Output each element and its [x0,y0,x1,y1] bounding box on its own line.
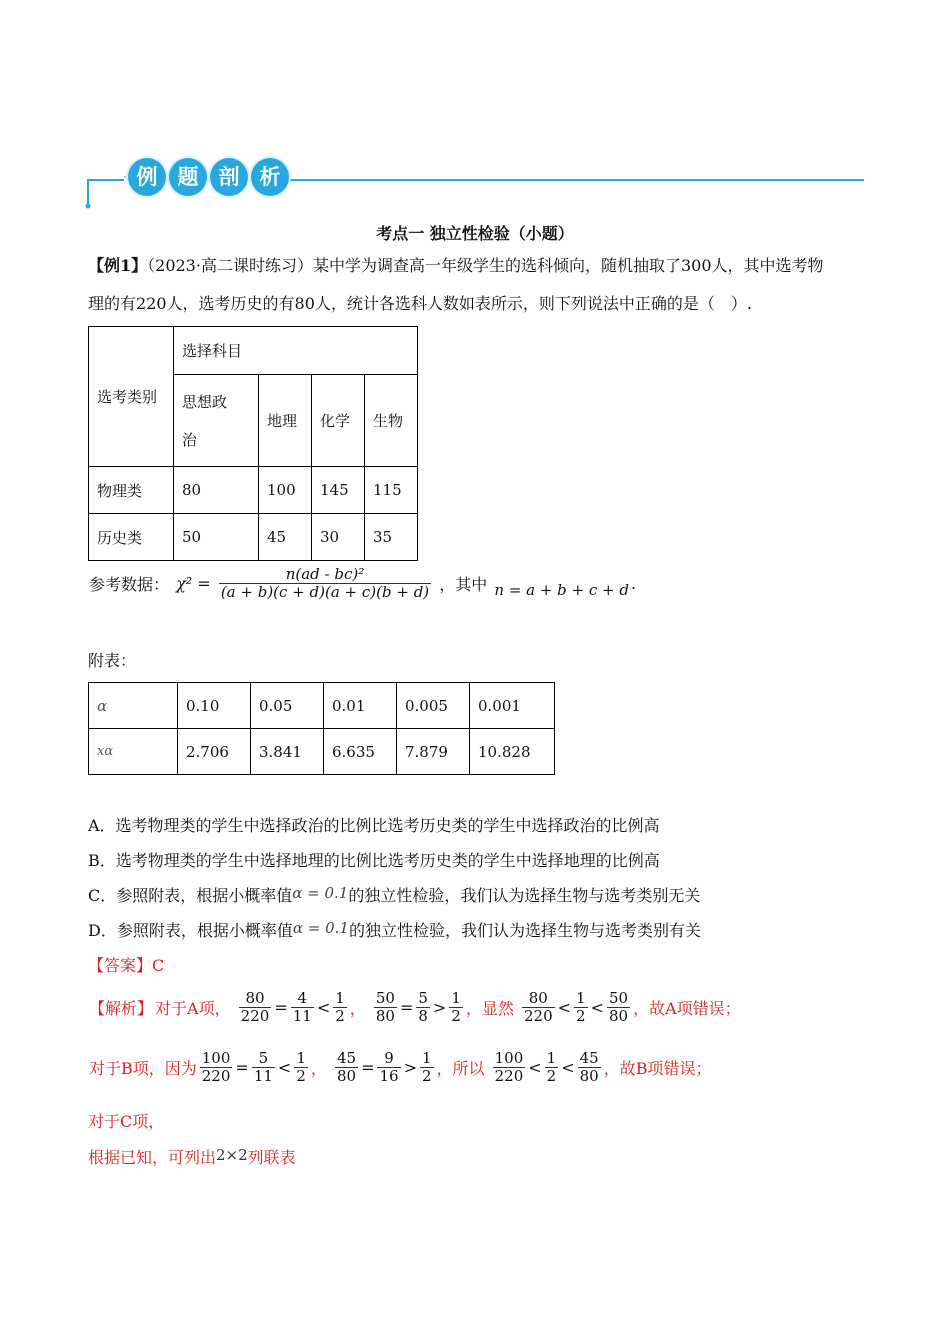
critical-value-table [88,682,555,775]
option-a: A．选考物理类的学生中选择政治的比例比选考历史类的学生中选择政治的比例高 [88,816,660,835]
reference-formula: 参考数据： χ² = $\frac{\text{n(ad - bc)²}}{(a + b)(c + d)(a + c)(b + d)}$ ，其中 n = a + b + c + d . [89,565,637,601]
appendix-label: 附表： [88,651,137,670]
section-title: 考点一 独立性检验（小题） [376,224,574,243]
n-definition: n = a + b + c + d [494,580,629,599]
table-header-chemistry: 化学 [312,375,365,467]
analysis-line-d: 根据已知，可列出2×2列联表 [88,1146,296,1167]
question-text-1: 某中学为调查高一年级学生的选科倾向，随机抽取了300人，其中选考物 [312,256,824,275]
analysis-line-c: 对于C项， [88,1112,165,1131]
answer-line: 【答案】C [88,956,165,975]
question-line-2: 理的有220人，选考历史的有80人，统计各选科人数如表所示，则下列说法中正确的是（ ）. [88,294,752,313]
chi-square-fraction: $\frac{\text{n(ad - bc)²}}{(a + b)(c + d)(a + c)(b + d)}$ [220,565,430,601]
subject-table [88,326,418,561]
banner-char-4: 析 [251,158,289,196]
question-label: 【例1】 [88,256,148,275]
table-header-biology: 生物 [365,375,418,467]
analysis-line-b: 对于B项，因为 $\frac{100}{220}$ = $\frac{5}{11}$ < $\frac{1}{2}$ ， $\frac{45}{80}$ = $\frac{9}{16}$ > $\frac{1}{2}$ ，所以 $\frac{100}{220}$ < $\frac{1}{2}$ < $\frac{45}{80}$ ，故B项错误； [89,1049,712,1085]
table-row: xα 2.706 3.841 6.635 7.879 10.828 [89,729,555,775]
analysis-line-a: 【解析】 对于A项， $\frac{80}{220}$ = $\frac{4}{11}$ < $\frac{1}{2}$ ， $\frac{50}{80}$ = $\frac{5}{8}$ > $\frac{1}{2}$ ，显然 $\frac{80}{220}$ < $\frac{1}{2}$ < $\frac{50}{80}$ ，故A项错误； [89,989,741,1025]
table-corner: 选考类别 [89,327,174,467]
chi-square-symbol: χ² = [176,574,211,593]
table-group-header: 选择科目 [174,327,418,375]
answer-value: C [152,956,165,975]
option-c: C．参照附表，根据小概率值α = 0.1的独立性检验，我们认为选择生物与选考类别无关 [88,884,701,905]
option-b: B．选考物理类的学生中选择地理的比例比选考历史类的学生中选择地理的比例高 [88,851,660,870]
option-d: D．参照附表，根据小概率值α = 0.1的独立性检验，我们认为选择生物与选考类别有关 [88,919,701,940]
banner-char-2: 题 [169,158,207,196]
banner-char-1: 例 [128,158,166,196]
question-source: （2023·高二课时练习） [147,256,313,275]
question-line-1 [88,255,824,277]
table-header-geography: 地理 [259,375,312,467]
table-row: 物理类 80 100 145 115 [89,467,418,514]
table-row: 历史类 50 45 30 35 [89,514,418,561]
banner-char-3: 剖 [210,158,248,196]
table-row: α 0.10 0.05 0.01 0.005 0.001 [89,683,555,729]
table-header-politics: 思想政 治 [174,375,259,467]
